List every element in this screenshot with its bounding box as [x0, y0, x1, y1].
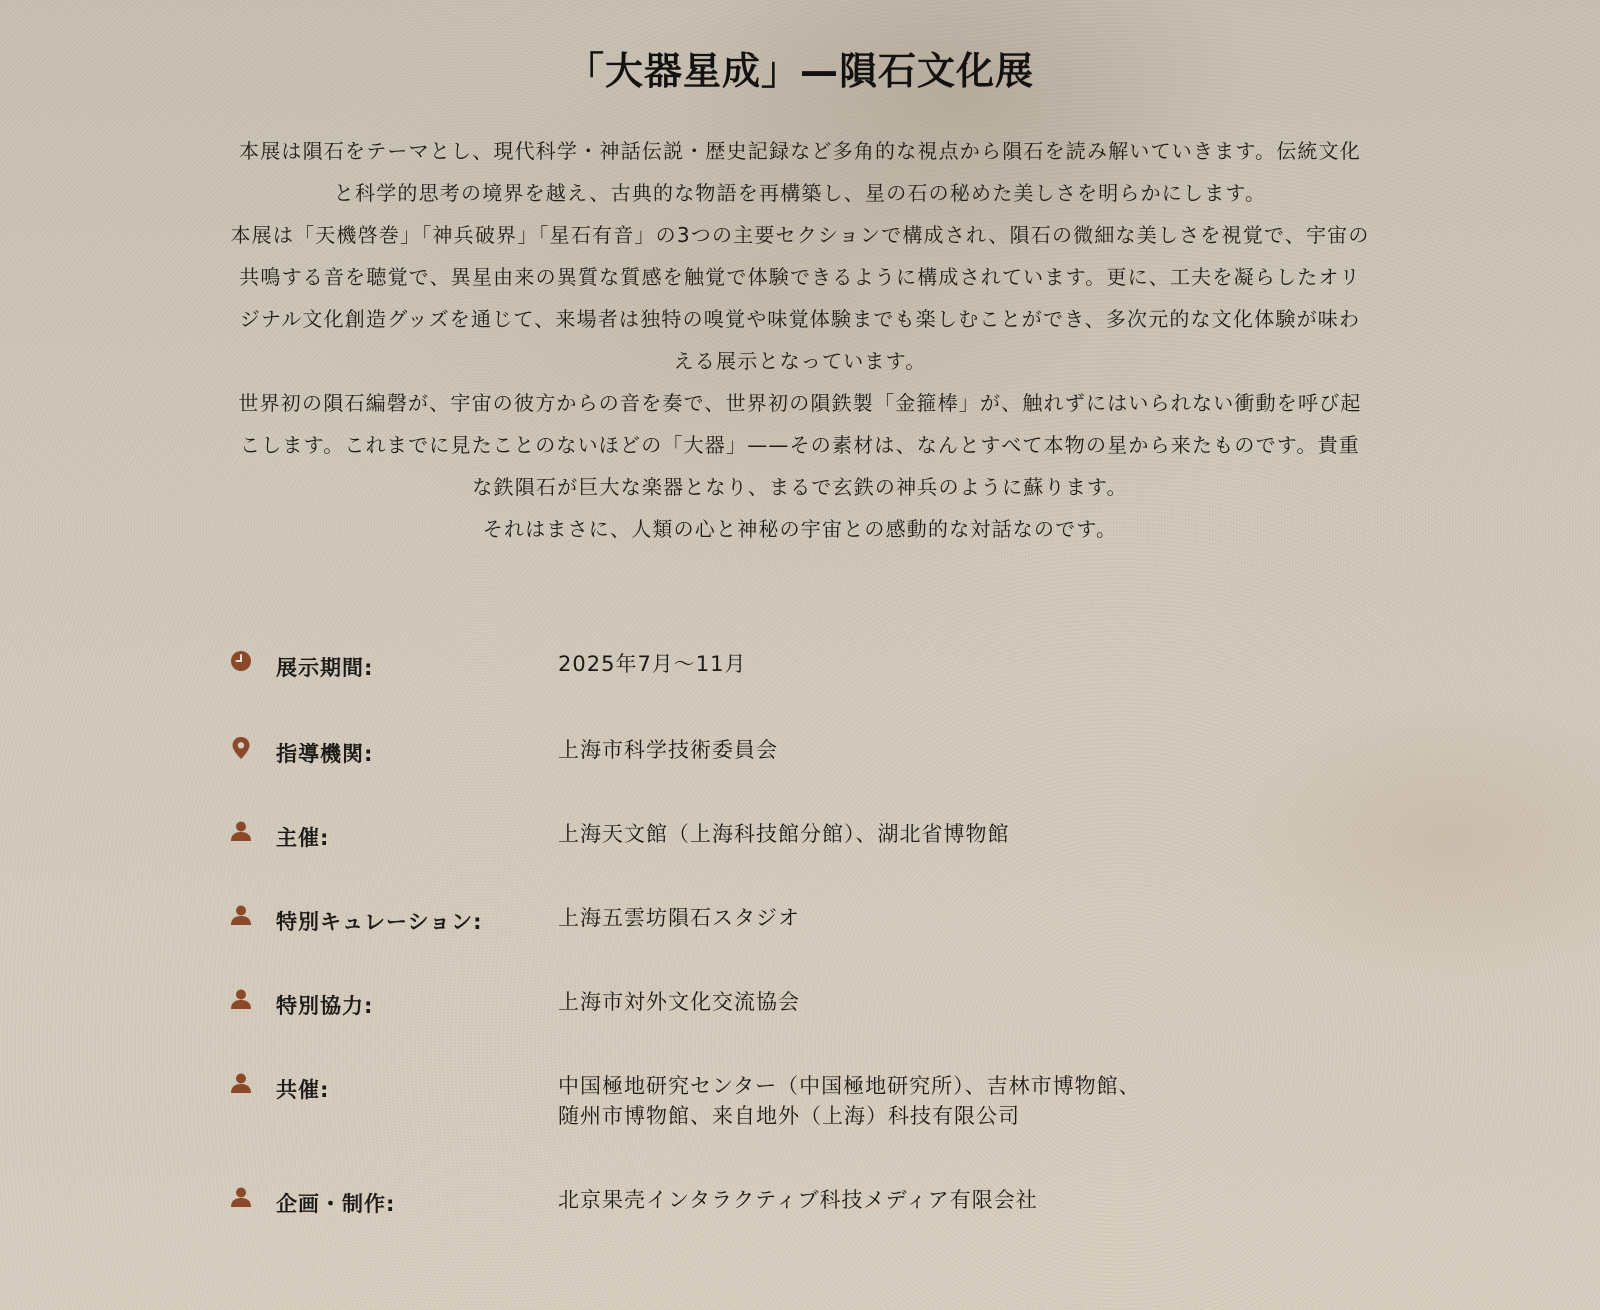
info-value: 上海五雲坊隕石スタジオ — [558, 906, 800, 930]
info-row-period — [230, 652, 1370, 738]
info-label: 展示期間: — [276, 656, 374, 680]
person-icon — [230, 820, 252, 844]
info-value: 中国極地研究センター（中国極地研究所）、吉林市博物館、 随州市博物館、来自地外（上海）科技有限公司 — [558, 1074, 1141, 1128]
info-row-co-organizer — [230, 1074, 1370, 1188]
info-label: 指導機関: — [276, 742, 374, 766]
info-value: 上海市対外文化交流協会 — [558, 990, 800, 1014]
info-value: 北京果壳インタラクティブ科技メディア有限会社 — [558, 1188, 1038, 1212]
clock-icon — [230, 650, 252, 674]
info-label: 特別キュレーション: — [276, 910, 483, 934]
intro-paragraph: それはまさに、人類の心と神秘の宇宙との感動的な対話なのです。 — [482, 517, 1118, 541]
info-label: 主催: — [276, 826, 330, 850]
person-icon — [230, 1186, 252, 1210]
intro-paragraph: 本展は隕石をテーマとし、現代科学・神話伝説・歴史記録など多角的な視点から隕石を読み解いていきます。伝統文化と科学的思考の境界を越え、古典的な物語を再構築し、星の石の秘めた美しさを明らかにします。 — [239, 139, 1361, 205]
info-label: 特別協力: — [276, 994, 374, 1018]
info-value: 2025年7月～11月 — [558, 652, 747, 676]
page-title: 「大器星成」—隕石文化展 — [565, 49, 1034, 93]
info-value: 上海市科学技術委員会 — [558, 738, 778, 762]
intro-paragraph: 本展は「天機啓巻」「神兵破界」「星石有音」の3つの主要セクションで構成され、隕石の微細な美しさを視覚で、宇宙の共鳴する音を聴覚で、異星由来の異質な質感を触覚で体験できるように構成されています。更に、工夫を凝らしたオリジナル文化創造グッズを通じて、来場者は独特の嗅覚や味覚体験までも楽しむことができ、多次元的な文化体験が味わえる展示となっています。 — [230, 223, 1370, 373]
info-value: 上海天文館（上海科技館分館）、湖北省博物館 — [558, 822, 1010, 846]
person-icon — [230, 988, 252, 1012]
info-label: 共催: — [276, 1078, 330, 1102]
info-row-special-curation — [230, 906, 1370, 990]
info-row-guidance — [230, 738, 1370, 822]
info-label: 企画・制作: — [276, 1192, 396, 1216]
person-icon — [230, 1072, 252, 1096]
info-row-special-cooperation — [230, 990, 1370, 1074]
info-row-production — [230, 1188, 1370, 1238]
intro-text — [230, 130, 1370, 550]
exhibition-info-list — [230, 652, 1370, 1238]
location-pin-icon — [230, 736, 252, 760]
info-row-organizer — [230, 822, 1370, 906]
intro-paragraph: 世界初の隕石編磬が、宇宙の彼方からの音を奏で、世界初の隕鉄製「金箍棒」が、触れずにはいられない衝動を呼び起こします。これまでに見たことのないほどの「大器」——その素材は、なんとすべて本物の星から来たものです。貴重な鉄隕石が巨大な楽器となり、まるで玄鉄の神兵のように蘇ります。 — [238, 391, 1362, 499]
person-icon — [230, 904, 252, 928]
